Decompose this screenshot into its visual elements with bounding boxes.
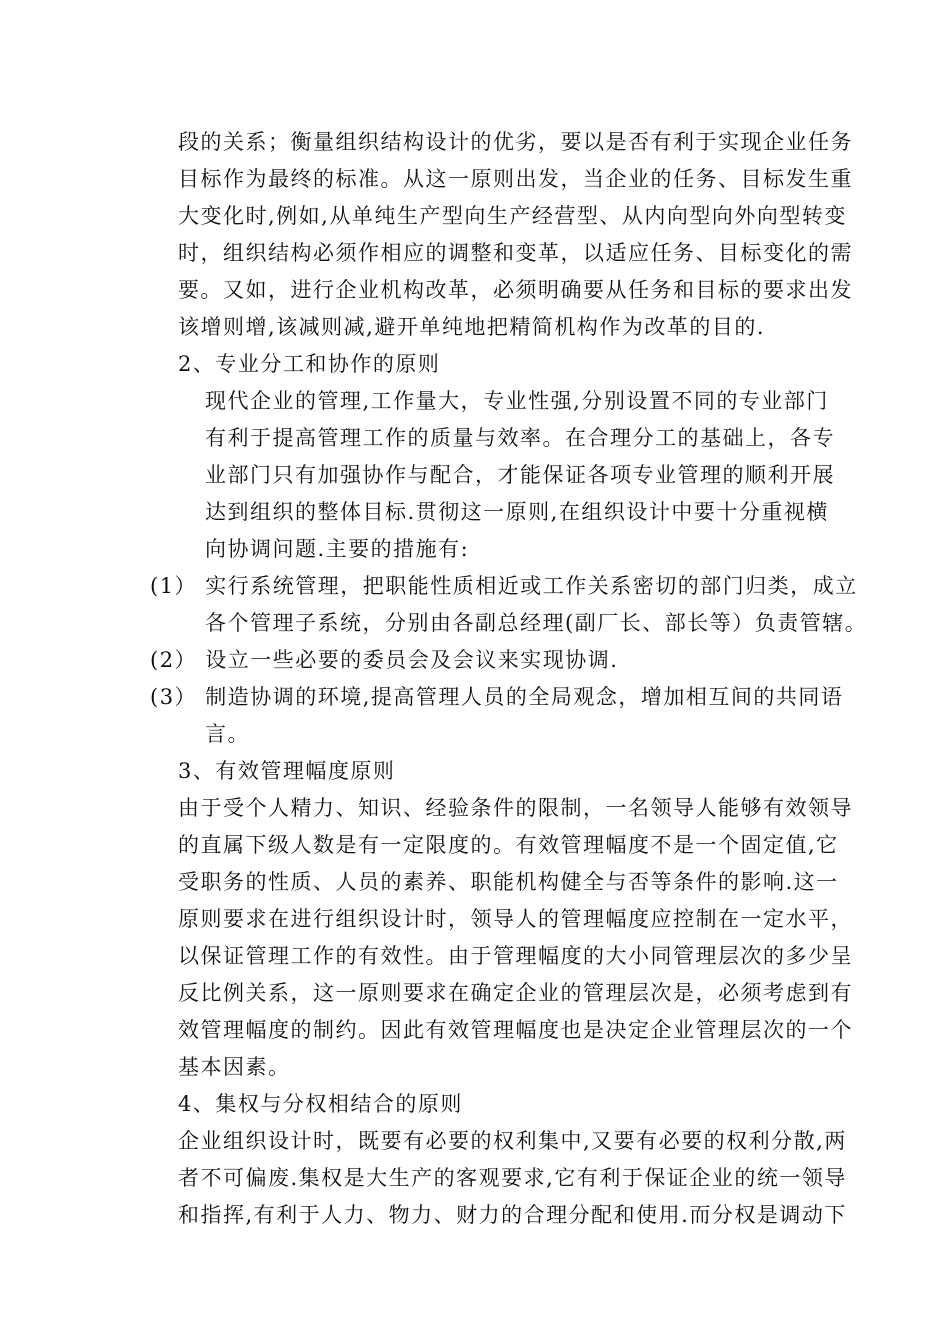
text-line: 各个管理子系统，分别由各副总经理(副厂长、部长等）负责管辖。	[205, 611, 868, 635]
text-line: 时，组织结构必须作相应的调整和变革，以适应任务、目标变化的需	[178, 241, 853, 265]
list-item: (3） 制造协调的环境,提高管理人员的全局观念，增加相互间的共同语	[150, 685, 844, 709]
text-line: 基本因素。	[178, 1055, 291, 1079]
text-line: 向协调问题.主要的措施有:	[205, 537, 470, 561]
text-line: 受职务的性质、人员的素养、职能机构健全与否等条件的影响.这一	[178, 870, 839, 894]
section-heading: 4、集权与分权相结合的原则	[178, 1092, 463, 1116]
text-line: 段的关系；衡量组织结构设计的优劣，要以是否有利于实现企业任务	[178, 130, 853, 154]
text-line: 企业组织设计时，既要有必要的权利集中,又要有必要的权利分散,两	[178, 1129, 847, 1153]
text-line: 现代企业的管理,工作量大，专业性强,分别设置不同的专业部门	[205, 389, 829, 413]
text-line: 反比例关系，这一原则要求在确定企业的管理层次是，必须考虑到有	[178, 981, 853, 1005]
text-line: 目标作为最终的标准。从这一原则出发，当企业的任务、目标发生重	[178, 167, 853, 191]
text-line: 者不可偏废.集权是大生产的客观要求,它有利于保证企业的统一领导	[178, 1166, 847, 1190]
text-line: 要。又如，进行企业机构改革，必须明确要从任务和目标的要求出发	[178, 278, 853, 302]
text-line: 有利于提高管理工作的质量与效率。在合理分工的基础上，各专	[205, 426, 835, 450]
text-line: 的直属下级人数是有一定限度的。有效管理幅度不是一个固定值,它	[178, 833, 839, 857]
text-line: 和指挥,有利于人力、物力、财力的合理分配和使用.而分权是调动下	[178, 1203, 847, 1227]
text-line: 达到组织的整体目标.贯彻这一原则,在组织设计中要十分重视横	[205, 500, 829, 524]
text-line: 言。	[205, 722, 250, 746]
text-line: 该增则增,该减则减,避开单纯地把精简机构作为改革的目的.	[178, 315, 766, 339]
text-line: 由于受个人精力、知识、经验条件的限制，一名领导人能够有效领导	[178, 796, 853, 820]
list-item: (2） 设立一些必要的委员会及会议来实现协调.	[150, 648, 619, 672]
section-heading: 2、专业分工和协作的原则	[178, 352, 441, 376]
section-heading: 3、有效管理幅度原则	[178, 759, 396, 783]
text-line: 业部门只有加强协作与配合，才能保证各项专业管理的顺利开展	[205, 463, 835, 487]
list-item: (1） 实行系统管理，把职能性质相近或工作关系密切的部门归类，成立	[150, 574, 858, 598]
text-line: 以保证管理工作的有效性。由于管理幅度的大小同管理层次的多少呈	[178, 944, 853, 968]
text-line: 大变化时,例如,从单纯生产型向生产经营型、从内向型向外向型转变	[178, 204, 847, 228]
text-line: 原则要求在进行组织设计时，领导人的管理幅度应控制在一定水平，	[178, 907, 853, 931]
text-line: 效管理幅度的制约。因此有效管理幅度也是决定企业管理层次的一个	[178, 1018, 853, 1042]
